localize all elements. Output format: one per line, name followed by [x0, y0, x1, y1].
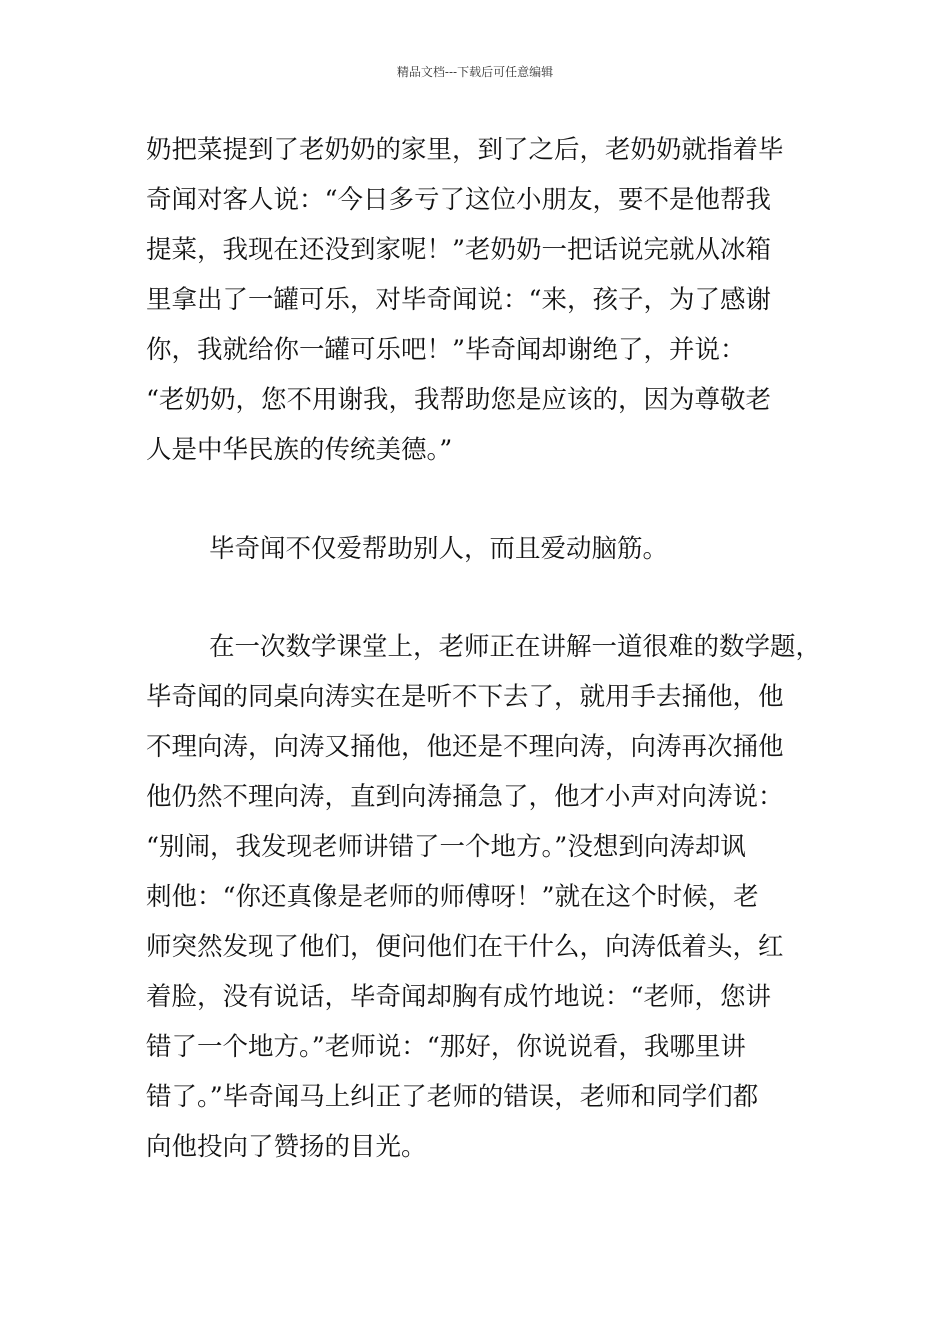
paragraph-line: “别闹，我发现老师讲错了一个地方。”没想到向涛却讽 [146, 832, 746, 862]
paragraph-line: 毕奇闻不仅爱帮助别人，而且爱动脑筋。 [209, 534, 669, 564]
paragraph-line: 人是中华民族的传统美德。” [146, 435, 453, 465]
paragraph-line: 向他投向了赞扬的目光。 [146, 1132, 427, 1162]
paragraph-line: 提菜，我现在还没到家呢！”老奶奶一把话说完就从冰箱 [146, 235, 772, 265]
paragraph-line: 刺他：“你还真像是老师的师傅呀！”就在这个时候，老 [146, 882, 759, 912]
paragraph-line: 错了一个地方。”老师说：“那好，你说说看，我哪里讲 [146, 1032, 746, 1062]
paragraph-line: 奇闻对客人说：“今日多亏了这位小朋友，要不是他帮我 [146, 185, 772, 215]
paragraph-line: 错了。”毕奇闻马上纠正了老师的错误，老师和同学们都 [146, 1082, 759, 1112]
paragraph-line: 师突然发现了他们，便问他们在干什么，向涛低着头，红 [146, 932, 784, 962]
paragraph-line: 在一次数学课堂上，老师正在讲解一道很难的数学题， [209, 632, 822, 662]
paragraph-line: 着脸，没有说话，毕奇闻却胸有成竹地说：“老师，您讲 [146, 982, 772, 1012]
paragraph-line: 里拿出了一罐可乐，对毕奇闻说：“来，孩子，为了感谢 [146, 285, 772, 315]
paragraph-line: 你，我就给你一罐可乐吧！”毕奇闻却谢绝了，并说： [146, 335, 746, 365]
page-header: 精品文档---下载后可任意编辑 [396, 65, 554, 79]
paragraph-line: 不理向涛，向涛又捅他，他还是不理向涛，向涛再次捅他 [146, 732, 784, 762]
paragraph-line: 毕奇闻的同桌向涛实在是听不下去了，就用手去捅他，他 [146, 682, 784, 712]
paragraph-line: 奶把菜提到了老奶奶的家里，到了之后，老奶奶就指着毕 [146, 135, 784, 165]
paragraph-line: 他仍然不理向涛，直到向涛捅急了，他才小声对向涛说： [146, 782, 784, 812]
paragraph-line: “老奶奶，您不用谢我，我帮助您是应该的，因为尊敬老 [146, 385, 772, 415]
